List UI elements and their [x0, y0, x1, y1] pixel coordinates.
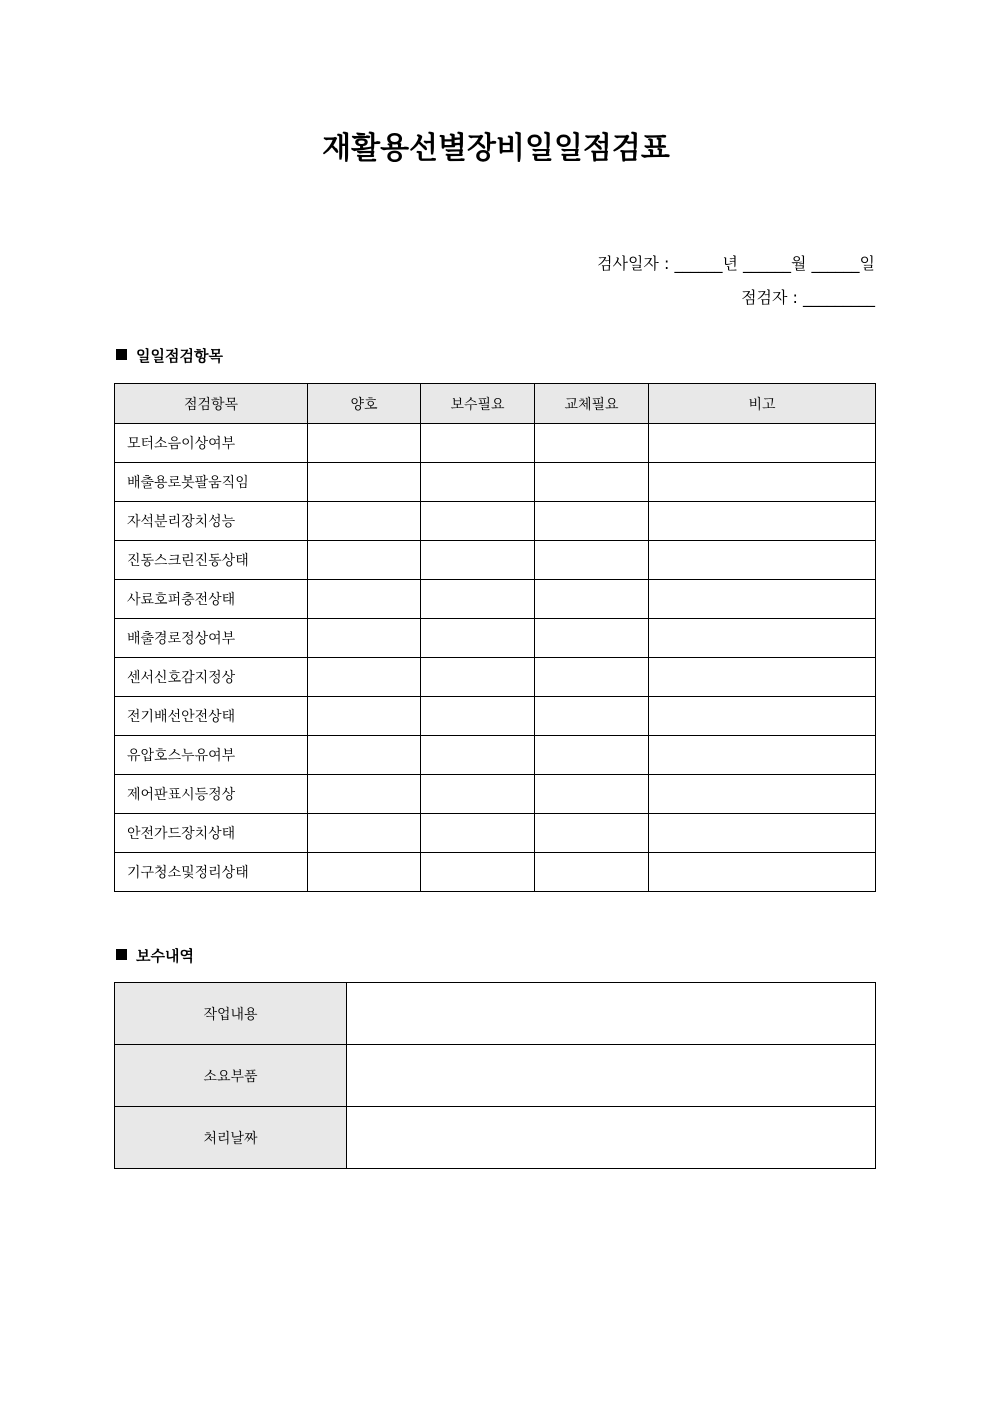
inspection-item-label: 안전가드장치상태 — [115, 814, 308, 853]
inspection-item-label: 모터소음이상여부 — [115, 424, 308, 463]
inspection-good-cell[interactable] — [308, 814, 421, 853]
table-row — [115, 1045, 876, 1107]
inspection-repair-cell[interactable] — [421, 697, 535, 736]
square-bullet-icon — [116, 349, 127, 360]
inspection-item-label: 기구청소및정리상태 — [115, 853, 308, 892]
inspection-replace-cell[interactable] — [535, 580, 649, 619]
maintenance-row-value[interactable] — [347, 1045, 876, 1107]
table-row — [115, 697, 876, 736]
inspection-good-cell[interactable] — [308, 736, 421, 775]
inspection-replace-cell[interactable] — [535, 463, 649, 502]
maintenance-row-value[interactable] — [347, 1107, 876, 1169]
inspection-note-cell[interactable] — [649, 424, 876, 463]
table-row — [115, 619, 876, 658]
column-header-replace: 교체필요 — [535, 384, 649, 424]
table-row — [115, 502, 876, 541]
inspection-item-label: 센서신호감지정상 — [115, 658, 308, 697]
inspection-good-cell[interactable] — [308, 697, 421, 736]
maintenance-row-label: 처리날짜 — [115, 1107, 347, 1169]
inspection-note-cell[interactable] — [649, 658, 876, 697]
inspection-replace-cell[interactable] — [535, 775, 649, 814]
inspection-replace-cell[interactable] — [535, 424, 649, 463]
inspection-repair-cell[interactable] — [421, 814, 535, 853]
square-bullet-icon — [116, 949, 127, 960]
inspection-good-cell[interactable] — [308, 853, 421, 892]
inspection-item-label: 배출용로봇팔움직임 — [115, 463, 308, 502]
maintenance-row-value[interactable] — [347, 983, 876, 1045]
inspection-repair-cell[interactable] — [421, 619, 535, 658]
maintenance-row-label: 소요부품 — [115, 1045, 347, 1107]
inspection-good-cell[interactable] — [308, 619, 421, 658]
section-heading-maintenance — [116, 945, 194, 966]
inspection-replace-cell[interactable] — [535, 502, 649, 541]
inspection-good-cell[interactable] — [308, 463, 421, 502]
maintenance-row-label: 작업내용 — [115, 983, 347, 1045]
table-row — [115, 424, 876, 463]
section-heading-maintenance-label: 보수내역 — [136, 947, 194, 965]
inspection-item-label: 진동스크린진동상태 — [115, 541, 308, 580]
inspection-item-label: 유압호스누유여부 — [115, 736, 308, 775]
inspection-replace-cell[interactable] — [535, 619, 649, 658]
inspection-replace-cell[interactable] — [535, 853, 649, 892]
page-title: 재활용선별장비일일점검표 — [322, 131, 670, 166]
inspection-note-cell[interactable] — [649, 853, 876, 892]
table-row — [115, 580, 876, 619]
inspection-note-cell[interactable] — [649, 775, 876, 814]
inspection-item-label: 제어판표시등정상 — [115, 775, 308, 814]
inspection-good-cell[interactable] — [308, 658, 421, 697]
inspection-repair-cell[interactable] — [421, 658, 535, 697]
inspection-date-field[interactable]: 검사일자 : ______년 ______월 ______일 — [597, 254, 875, 273]
inspection-replace-cell[interactable] — [535, 697, 649, 736]
maintenance-record-table — [114, 982, 876, 1169]
table-row — [115, 736, 876, 775]
table-row — [115, 853, 876, 892]
daily-inspection-table — [114, 383, 876, 892]
inspection-repair-cell[interactable] — [421, 424, 535, 463]
inspection-note-cell[interactable] — [649, 463, 876, 502]
inspection-note-cell[interactable] — [649, 580, 876, 619]
inspection-good-cell[interactable] — [308, 424, 421, 463]
column-header-repair: 보수필요 — [421, 384, 535, 424]
inspection-item-label: 배출경로정상여부 — [115, 619, 308, 658]
column-header-note: 비고 — [649, 384, 876, 424]
inspection-note-cell[interactable] — [649, 814, 876, 853]
inspection-note-cell[interactable] — [649, 619, 876, 658]
inspection-note-cell[interactable] — [649, 541, 876, 580]
inspection-item-label: 전기배선안전상태 — [115, 697, 308, 736]
document-meta — [114, 247, 875, 315]
inspection-repair-cell[interactable] — [421, 775, 535, 814]
table-row — [115, 1107, 876, 1169]
table-row — [115, 814, 876, 853]
table-row — [115, 463, 876, 502]
inspection-repair-cell[interactable] — [421, 853, 535, 892]
inspection-replace-cell[interactable] — [535, 658, 649, 697]
inspection-good-cell[interactable] — [308, 580, 421, 619]
inspector-name-field[interactable]: 점검자 : _________ — [741, 288, 875, 307]
table-header-row — [115, 384, 876, 424]
inspection-good-cell[interactable] — [308, 775, 421, 814]
table-row — [115, 775, 876, 814]
inspection-repair-cell[interactable] — [421, 580, 535, 619]
inspection-note-cell[interactable] — [649, 736, 876, 775]
inspection-repair-cell[interactable] — [421, 541, 535, 580]
table-row — [115, 658, 876, 697]
inspection-repair-cell[interactable] — [421, 502, 535, 541]
column-header-item: 점검항목 — [115, 384, 308, 424]
inspection-good-cell[interactable] — [308, 541, 421, 580]
column-header-good: 양호 — [308, 384, 421, 424]
inspection-replace-cell[interactable] — [535, 541, 649, 580]
inspection-note-cell[interactable] — [649, 697, 876, 736]
inspection-replace-cell[interactable] — [535, 814, 649, 853]
section-heading-daily-label: 일일점검항목 — [136, 347, 223, 365]
inspection-repair-cell[interactable] — [421, 463, 535, 502]
section-heading-daily-inspection — [116, 345, 223, 366]
inspection-note-cell[interactable] — [649, 502, 876, 541]
inspection-item-label: 자석분리장치성능 — [115, 502, 308, 541]
table-row — [115, 983, 876, 1045]
inspection-good-cell[interactable] — [308, 502, 421, 541]
table-row — [115, 541, 876, 580]
inspection-repair-cell[interactable] — [421, 736, 535, 775]
inspection-replace-cell[interactable] — [535, 736, 649, 775]
inspection-item-label: 사료호퍼충전상태 — [115, 580, 308, 619]
